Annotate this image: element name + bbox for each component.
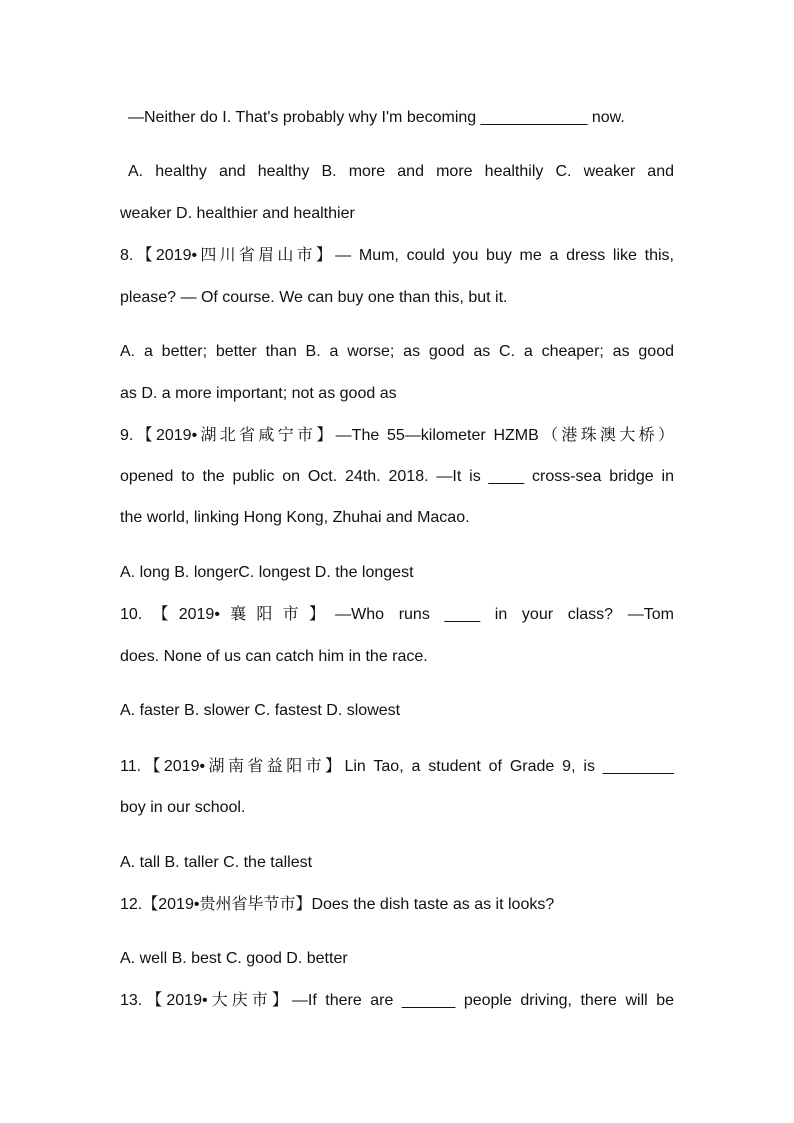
question-7-dialogue: —Neither do I. That's probably why I'm becoming ____________ now. — [128, 109, 625, 126]
question-8-options-line-2: as D. a more important; not as good as — [120, 385, 397, 402]
question-12-stem: 12.【2019•贵州省毕节市】Does the dish taste as as it looks? — [120, 896, 555, 913]
question-9-stem-line-3: the world, linking Hong Kong, Zhuhai and Macao. — [120, 509, 470, 526]
question-7-options-line-2: weaker D. healthier and healthier — [120, 205, 355, 222]
question-8-options-line-1: A. a better; better than B. a worse; as good as C. a cheaper; as good — [120, 343, 674, 360]
question-10-stem-line-1: 10.【2019•襄阳市】—Who runs ____ in your class? —Tom — [120, 606, 674, 623]
question-10-stem-line-2: does. None of us can catch him in the race. — [120, 648, 428, 665]
question-11-stem-line-1: 11.【2019•湖南省益阳市】Lin Tao, a student of Grade 9, is ________ — [120, 758, 674, 775]
question-7-options-line-1: A. healthy and healthy B. more and more healthily C. weaker and — [128, 163, 674, 180]
question-8-stem-line-2: please? — Of course. We can buy one than this, but it. — [120, 289, 508, 306]
question-9-options: A. long B. longerC. longest D. the longest — [120, 564, 414, 581]
question-10-options: A. faster B. slower C. fastest D. slowest — [120, 702, 401, 719]
question-8-stem-line-1: 8.【2019•四川省眉山市】— Mum, could you buy me a dress like this, — [120, 247, 674, 264]
question-11-options: A. tall B. taller C. the tallest — [120, 854, 313, 871]
question-9-stem-line-2: opened to the public on Oct. 24th. 2018. —It is ____ cross-sea bridge in — [120, 468, 674, 485]
question-12-options: A. well B. best C. good D. better — [120, 950, 348, 967]
question-9-stem-line-1: 9.【2019•湖北省咸宁市】—The 55—kilometer HZMB（港珠澳大桥） — [120, 427, 674, 444]
question-11-stem-line-2: boy in our school. — [120, 799, 246, 816]
question-13-stem-line-1: 13.【2019•大庆市】—If there are ______ people driving, there will be — [120, 992, 674, 1009]
